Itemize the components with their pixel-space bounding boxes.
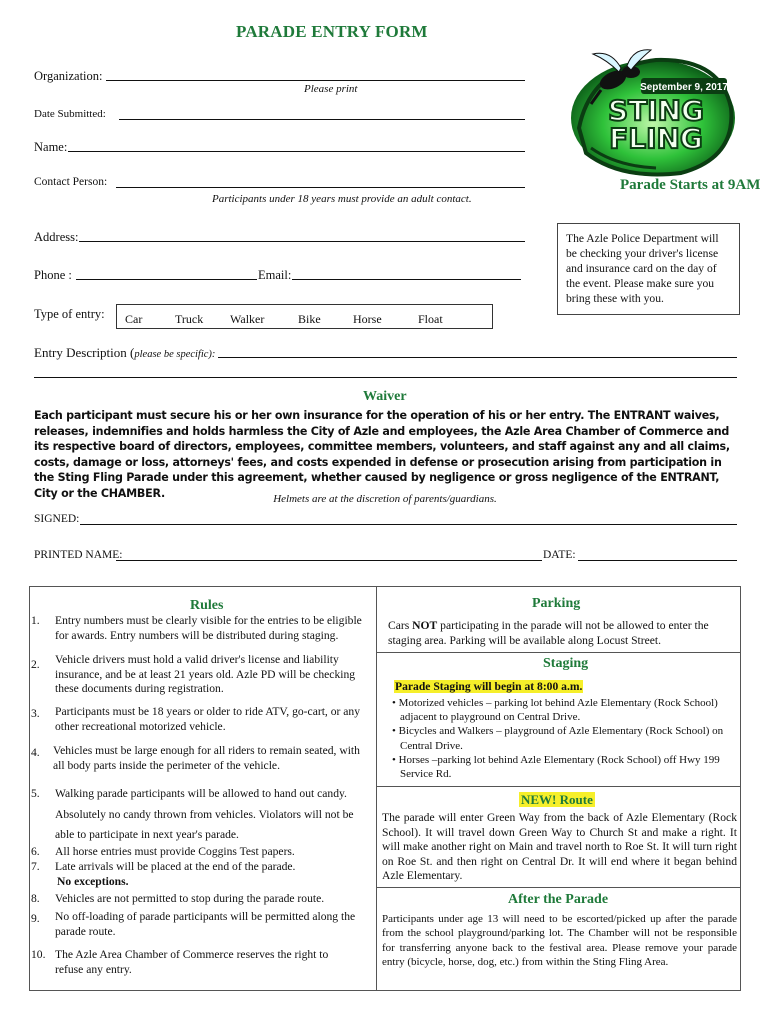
- staging-item-bicycles: • Bicycles and Walkers – playground of Azle Elementary (Rock School) on Central Drive.: [392, 725, 724, 752]
- route-text: The parade will enter Green Way from the back of Azle Elementary (Rock School). It will travel down Green Way to Church St and make a right. It will make another right on Main and travel north to Roe St. It will turn right on Roe St. and then right on Central Dr. It will end where it began behind Azle Elementary.: [382, 811, 737, 882]
- staging-highlight: Parade Staging will begin at 8:00 a.m.: [395, 680, 583, 693]
- address-label: Address:: [34, 230, 79, 244]
- entry-type-horse[interactable]: Horse: [353, 312, 382, 326]
- name-label: Name:: [34, 140, 68, 154]
- date-submitted-field[interactable]: [119, 119, 525, 120]
- page-title: PARADE ENTRY FORM: [236, 22, 428, 41]
- rules-heading: Rules: [190, 598, 224, 613]
- date-field[interactable]: [578, 560, 737, 561]
- entry-type-car[interactable]: Car: [125, 312, 143, 326]
- organization-label: Organization:: [34, 69, 103, 83]
- participants-note: Participants under 18 years must provide an adult contact.: [212, 193, 472, 205]
- signed-field[interactable]: [80, 524, 737, 525]
- staging-item-horses: • Horses –parking lot behind Azle Elementary (Rock School) off Hwy 199 Service Rd.: [392, 753, 720, 781]
- route-heading: NEW! Route: [521, 792, 593, 807]
- date-submitted-label: Date Submitted:: [34, 108, 106, 120]
- entry-type-box: [116, 304, 493, 329]
- name-field[interactable]: [68, 151, 525, 152]
- parade-starts: Parade Starts at 9AM: [620, 177, 761, 193]
- waiver-body: Each participant must secure his or her own insurance for the operation of his or her entry. The ENTRANT waives, releases, indemnifies and holds harmless the City of Azle and employees, the Azle Area Chamber of Commerce and its respective board of directors, employees, committee members, volunteers, and staff against any and all claims, costs, damage or loss, attorneys' fees, and costs expended in defense or prosecution arising from participation in the Sting Fling Parade under this agreement, whether caused by negligence or gross negligence of the ENTRANT, City or the CHAMBER.: [34, 409, 730, 500]
- staging-list: [392, 696, 734, 781]
- address-field[interactable]: [79, 241, 525, 242]
- entry-type-bike[interactable]: Bike: [298, 312, 321, 326]
- route-divider: [377, 887, 741, 888]
- staging-item-motorized: • Motorized vehicles – parking lot behind Azle Elementary (Rock School) adjacent to playground on Central Drive.: [392, 697, 718, 724]
- entry-type-float[interactable]: Float: [418, 312, 443, 326]
- staging-divider: [377, 786, 741, 787]
- email-field[interactable]: [292, 279, 521, 280]
- entry-description-field-2[interactable]: [34, 377, 737, 378]
- parking-heading: Parking: [532, 596, 581, 611]
- phone-field[interactable]: [76, 279, 257, 280]
- sting-fling-logo: [561, 48, 741, 178]
- printed-name-label: PRINTED NAME:: [34, 549, 123, 561]
- organization-field[interactable]: [106, 80, 525, 81]
- printed-name-field[interactable]: [116, 560, 542, 561]
- contact-person-label: Contact Person:: [34, 176, 108, 188]
- parking-text: Cars NOT participating in the parade will not be allowed to enter the staging area. Parking will be available along Locust Street.: [388, 619, 709, 647]
- logo-date: September 9, 2017: [640, 82, 728, 93]
- logo-line1: STING: [607, 94, 705, 127]
- parking-divider: [377, 652, 741, 653]
- entry-type-truck[interactable]: Truck: [175, 312, 204, 326]
- column-divider: [376, 586, 377, 991]
- entry-type-walker[interactable]: Walker: [230, 312, 265, 326]
- after-parade-heading: After the Parade: [508, 892, 609, 907]
- entry-description-field[interactable]: [218, 357, 737, 358]
- phone-label: Phone :: [34, 268, 72, 282]
- signed-label: SIGNED:: [34, 513, 80, 525]
- logo-line2: FLING: [609, 122, 703, 155]
- contact-person-field[interactable]: [116, 187, 525, 188]
- type-of-entry-label: Type of entry:: [34, 307, 105, 321]
- after-parade-text: Participants under age 13 will need to be escorted/picked up after the parade from the school playground/parking lot. The Chamber will not be responsible for transferring anyone back to the festival area. Please remove your parade entry (bicycle, horse, dog, etc.) from within the Sting Fling Area.: [382, 913, 737, 968]
- helmets-note: Helmets are at the discretion of parents/guardians.: [273, 493, 497, 505]
- entry-description-label: Entry Description (please be specific):: [34, 345, 216, 360]
- date-label: DATE:: [543, 549, 576, 561]
- please-print-hint: Please print: [304, 83, 358, 95]
- police-notice: The Azle Police Department will be checking your driver's license and insurance card on the day of the event. Please make sure you bring these with you.: [557, 223, 740, 315]
- email-label: Email:: [258, 268, 292, 282]
- waiver-heading: Waiver: [363, 389, 407, 404]
- staging-heading: Staging: [543, 656, 589, 671]
